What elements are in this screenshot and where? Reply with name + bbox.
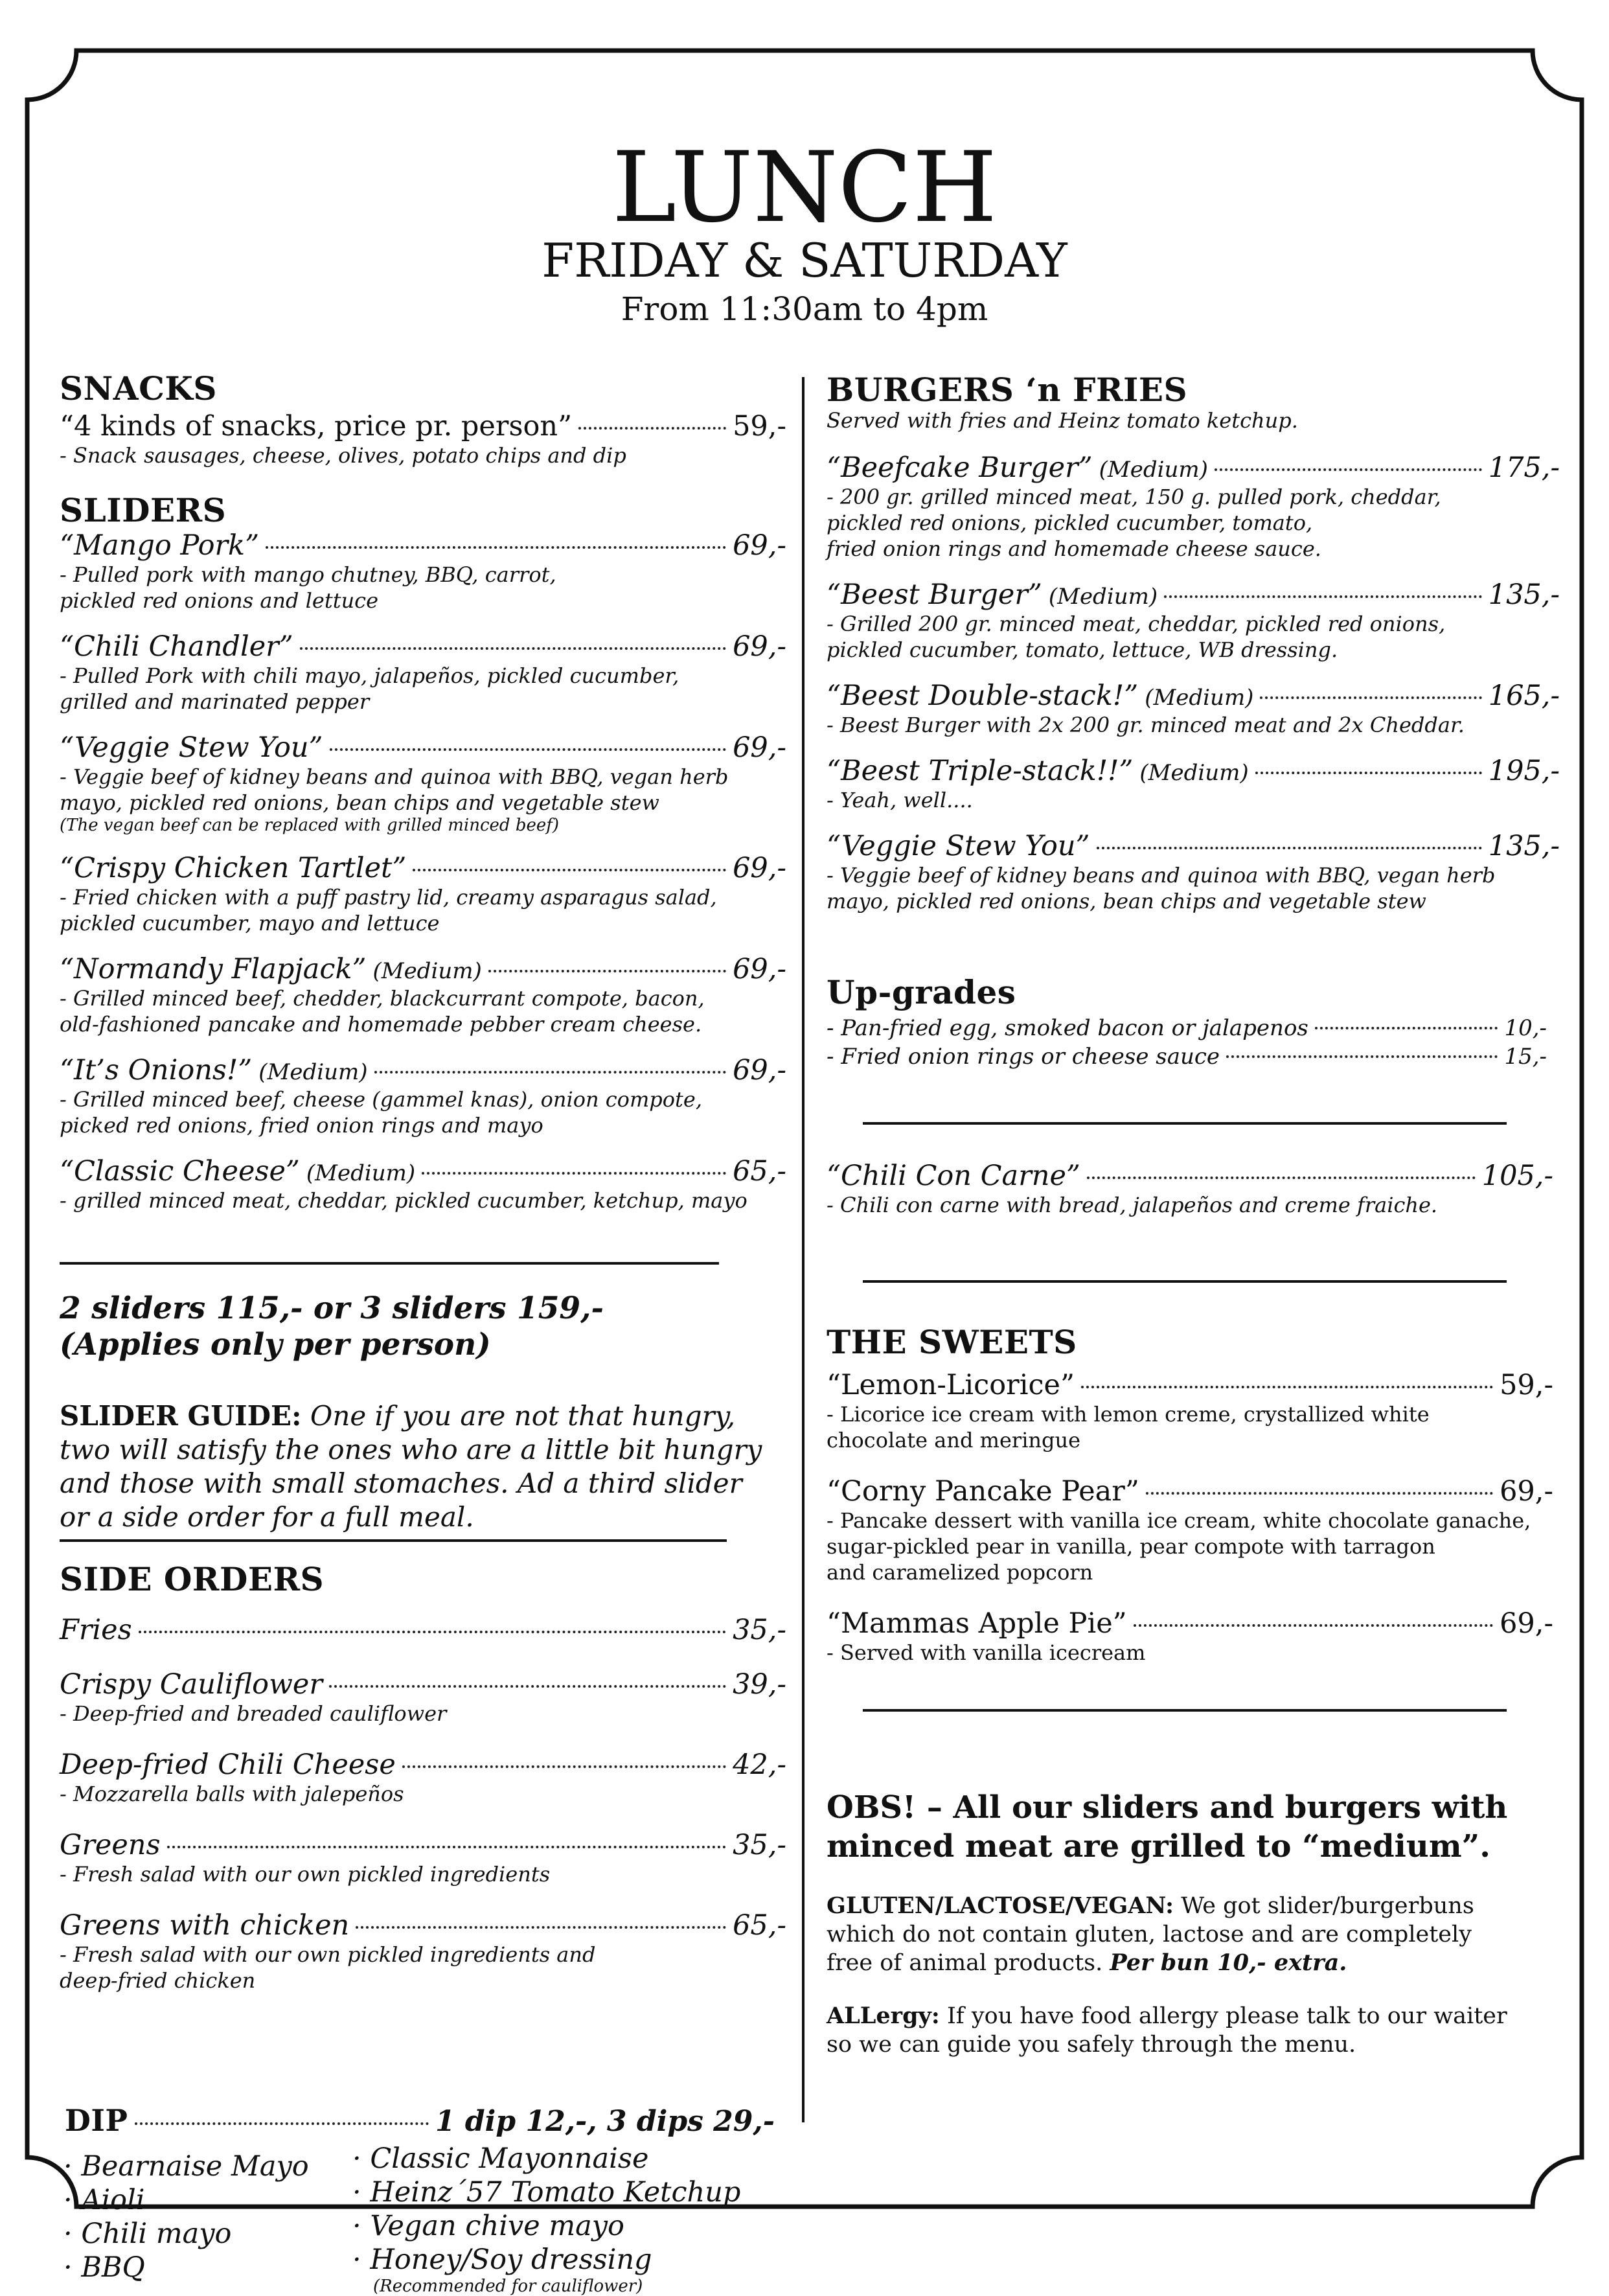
dot-leader (1087, 1177, 1476, 1179)
item-name: “Classic Cheese” (60, 1155, 300, 1188)
item-desc: mayo, pickled red onions, bean chips and vegetable stew (827, 889, 1426, 913)
side-orders-section (60, 1560, 786, 1993)
chili-section (827, 1160, 1553, 1218)
item-name: “Lemon-Licorice” (827, 1369, 1075, 1401)
item-desc: - 200 gr. grilled minced meat, 150 g. pulled pork, cheddar, (827, 485, 1441, 509)
divider-rule (863, 1122, 1507, 1125)
allergy-info (827, 2002, 1565, 2059)
item-price: 15,- (1504, 1044, 1547, 1070)
menu-subtitle: FRIDAY & SATURDAY (542, 233, 1067, 288)
menu-item (827, 1475, 1553, 1585)
item-desc: - Veggie beef of kidney beans and quinoa with BBQ, vegan herb (60, 764, 729, 789)
dot-leader (266, 546, 726, 549)
dot-leader (1146, 1492, 1493, 1495)
allergy-line: so we can guide you safely through the menu. (827, 2032, 1356, 2058)
item-name: Crispy Cauliflower (60, 1668, 323, 1701)
item-name: “Veggie Stew You” (827, 830, 1090, 862)
item-name: “Veggie Stew You” (60, 731, 323, 764)
dot-leader (1260, 696, 1481, 699)
menu-item (60, 630, 786, 715)
column-divider (802, 377, 804, 2122)
dot-leader (1255, 772, 1482, 774)
upgrades-section (827, 973, 1547, 1070)
item-name: “Mammas Apple Pie” (827, 1607, 1127, 1640)
item-price: 42,- (733, 1749, 786, 1781)
item-desc: - Licorice ice cream with lemon creme, crystallized white (827, 1402, 1430, 1427)
item-price: 135,- (1488, 579, 1560, 611)
gluten-line: We got slider/burgerbuns (1181, 1893, 1474, 1919)
burgers-section (827, 371, 1560, 914)
item-desc: picked red onions, fried onion rings and mayo (60, 1113, 543, 1138)
gluten-line: which do not contain gluten, lactose and are completely (827, 1922, 1472, 1947)
dip-option: · Chili mayo (63, 2218, 232, 2250)
item-price: 69,- (733, 1054, 786, 1086)
item-desc: and caramelized popcorn (827, 1560, 1093, 1585)
dip-price: 1 dip 12,-, 3 dips 29,- (435, 2105, 775, 2138)
menu-item (827, 1607, 1553, 1666)
dip-note: (Recommended for cauliflower) (373, 2277, 643, 2296)
item-desc: - Fresh salad with our own pickled ingredients and (60, 1942, 596, 1967)
item-desc: - Fried chicken with a puff pastry lid, creamy asparagus salad, (60, 885, 717, 910)
sweets-heading: THE SWEETS (827, 1323, 1077, 1361)
item-desc: - Veggie beef of kidney beans and quinoa with BBQ, vegan herb (827, 863, 1496, 888)
item-name: Greens with chicken (60, 1909, 350, 1942)
dip-option: · Honey/Soy dressing (352, 2244, 652, 2276)
menu-item (827, 1044, 1547, 1070)
item-desc: - Pulled Pork with chili mayo, jalapeños, pickled cucumber, (60, 663, 679, 688)
menu-item (60, 529, 786, 614)
snacks-heading: SNACKS (60, 369, 217, 408)
item-price: 35,- (733, 1829, 786, 1861)
menu-item (827, 452, 1560, 562)
dot-leader (578, 427, 726, 430)
item-name: “Chili Con Carne” (827, 1160, 1080, 1192)
dot-leader (135, 2122, 429, 2125)
item-name: “Chili Chandler” (60, 630, 293, 663)
dot-leader (1315, 1027, 1498, 1029)
item-name: “Beest Triple-stack!!” (827, 755, 1134, 787)
item-price: 69,- (733, 630, 786, 663)
guide-line: two will satisfy the ones who are a little bit hungry (60, 1434, 762, 1465)
dot-leader (167, 1846, 727, 1848)
item-desc: pickled red onions and lettuce (60, 588, 379, 613)
dip-list-1 (63, 2150, 309, 2284)
item-desc: pickled cucumber, tomato, lettuce, WB dressing. (827, 637, 1338, 662)
dip-option: · Heinz´57 Tomato Ketchup (352, 2176, 741, 2209)
item-desc: - Mozzarella balls with jalepeños (60, 1782, 404, 1806)
obs-line: OBS! – All our sliders and burgers with (827, 1789, 1508, 1826)
dot-leader (329, 1685, 726, 1688)
menu-item (60, 1614, 786, 1646)
item-name: “Crispy Chicken Tartlet” (60, 852, 407, 884)
item-doneness: (Medium) (258, 1059, 368, 1085)
sliders-heading: SLIDERS (60, 491, 227, 529)
menu-item (827, 579, 1560, 663)
divider-rule (863, 1280, 1507, 1283)
dot-leader (422, 1172, 726, 1175)
dip-heading: DIP (65, 2103, 128, 2138)
item-desc: - Pulled pork with mango chutney, BBQ, carrot, (60, 562, 556, 587)
item-price: 165,- (1488, 680, 1560, 712)
item-desc: pickled cucumber, mayo and lettuce (60, 911, 440, 936)
dip-option: · BBQ (63, 2251, 145, 2284)
divider-rule (60, 1539, 727, 1542)
menu-item (60, 1749, 786, 1807)
guide-label: SLIDER GUIDE: (60, 1400, 302, 1432)
divider-rule (863, 1709, 1507, 1712)
dip-section (65, 2103, 775, 2138)
item-doneness: (Medium) (1139, 760, 1249, 786)
item-price: 69,- (733, 852, 786, 884)
item-price: 59,- (1500, 1369, 1553, 1401)
item-desc: - Pancake dessert with vanilla ice cream, white chocolate ganache, (827, 1508, 1531, 1533)
item-name: - Pan-fried egg, smoked bacon or jalapenos (827, 1015, 1308, 1041)
item-name: Fries (60, 1614, 132, 1646)
item-desc: mayo, pickled red onions, bean chips and vegetable stew (60, 790, 659, 815)
item-note: (The vegan beef can be replaced with grilled minced beef) (60, 816, 560, 835)
item-price: 39,- (733, 1668, 786, 1701)
item-price: 105,- (1481, 1160, 1553, 1192)
dot-leader (356, 1926, 726, 1929)
item-name: “It’s Onions!” (60, 1054, 253, 1086)
item-desc: - Grilled 200 gr. minced meat, cheddar, pickled red onions, (827, 612, 1446, 636)
item-desc: fried onion rings and homemade cheese sauce. (827, 536, 1321, 561)
item-name: “4 kinds of snacks, price pr. person” (60, 410, 573, 442)
burgers-subheading: Served with fries and Heinz tomato ketchup. (827, 408, 1298, 433)
menu-item (60, 1155, 786, 1213)
guide-line: and those with small stomaches. Ad a third slider (60, 1467, 742, 1499)
dip-option: · Vegan chive mayo (352, 2210, 624, 2242)
item-doneness: (Medium) (1048, 584, 1158, 610)
menu-item (827, 1015, 1547, 1041)
gluten-info (827, 1892, 1565, 1977)
item-desc: chocolate and meringue (827, 1428, 1081, 1452)
menu-item (60, 953, 786, 1037)
dot-leader (1097, 847, 1482, 849)
dot-leader (1164, 595, 1482, 598)
item-name: “Beefcake Burger” (827, 452, 1093, 484)
divider-rule (60, 1262, 719, 1265)
dip-list-2 (352, 2142, 740, 2296)
item-name: - Fried onion rings or cheese sauce (827, 1044, 1220, 1070)
item-desc: - Served with vanilla icecream (827, 1640, 1146, 1665)
item-name: Greens (60, 1829, 161, 1861)
dot-leader (139, 1631, 726, 1633)
item-desc: - Snack sausages, cheese, olives, potato chips and dip (60, 443, 626, 468)
item-name: “Corny Pancake Pear” (827, 1475, 1139, 1508)
item-price: 69,- (733, 529, 786, 562)
deal-condition: (Applies only per person) (60, 1327, 491, 1362)
snacks-section (60, 369, 786, 468)
item-name: “Beest Double-stack!” (827, 680, 1139, 712)
item-name: Deep-fried Chili Cheese (60, 1749, 396, 1781)
side-orders-heading: SIDE ORDERS (60, 1560, 325, 1598)
item-price: 69,- (733, 731, 786, 764)
item-price: 175,- (1488, 452, 1560, 484)
item-desc: - Grilled minced beef, cheese (gammel knas), onion compote, (60, 1087, 702, 1112)
dot-leader (402, 1765, 726, 1768)
item-desc: grilled and marinated pepper (60, 689, 370, 714)
item-price: 69,- (733, 953, 786, 985)
burgers-heading: BURGERS ‘n FRIES (827, 371, 1188, 409)
menu-item (60, 731, 786, 835)
item-desc: - Beest Burger with 2x 200 gr. minced meat and 2x Cheddar. (827, 713, 1465, 737)
snack-item (60, 410, 786, 442)
allergy-line: If you have food allergy please talk to our waiter (946, 2003, 1507, 2029)
menu-item (827, 680, 1560, 738)
gluten-line: free of animal products. (827, 1950, 1103, 1976)
allergy-label: ALLergy: (827, 2003, 940, 2029)
item-price: 195,- (1488, 755, 1560, 787)
item-price: 10,- (1504, 1015, 1547, 1041)
menu-item (827, 830, 1560, 914)
obs-notice (827, 1788, 1565, 1866)
menu-item (60, 1909, 786, 1993)
menu-item (827, 755, 1560, 813)
item-price: 35,- (733, 1614, 786, 1646)
item-desc: - Grilled minced beef, chedder, blackcurrant compote, bacon, (60, 986, 705, 1011)
dip-option: · Bearnaise Mayo (63, 2150, 309, 2183)
item-desc: - grilled minced meat, cheddar, pickled cucumber, ketchup, mayo (60, 1188, 747, 1213)
item-desc: - Chili con carne with bread, jalapeños and creme fraiche. (827, 1193, 1438, 1217)
upgrades-heading: Up-grades (827, 973, 1016, 1011)
slider-deal (60, 1291, 798, 1363)
obs-line: minced meat are grilled to “medium”. (827, 1828, 1490, 1865)
menu-item (60, 1829, 786, 1887)
item-doneness: (Medium) (1099, 457, 1208, 483)
item-name: “Normandy Flapjack” (60, 953, 367, 985)
dot-leader (1226, 1055, 1498, 1058)
dip-option: · Classic Mayonnaise (352, 2142, 649, 2175)
sliders-section (60, 491, 786, 1213)
deal-line: 2 sliders 115,- or 3 sliders 159,- (60, 1291, 604, 1326)
item-desc: sugar-pickled pear in vanilla, pear compote with tarragon (827, 1534, 1435, 1559)
item-price: 65,- (733, 1909, 786, 1942)
menu-item (60, 1668, 786, 1727)
item-name: “Mango Pork” (60, 529, 260, 562)
sweets-section (827, 1323, 1553, 1666)
opening-hours: From 11:30am to 4pm (621, 290, 988, 328)
dot-leader (330, 748, 727, 751)
dot-leader (1134, 1624, 1493, 1627)
item-doneness: (Medium) (1145, 685, 1254, 711)
item-desc: - Fresh salad with our own pickled ingredients (60, 1862, 551, 1887)
item-desc: old-fashioned pancake and homemade pebber cream cheese. (60, 1012, 702, 1037)
dot-leader (413, 869, 726, 871)
dip-option: · Aioli (63, 2184, 145, 2216)
dot-leader (1081, 1386, 1493, 1388)
item-desc: pickled red onions, pickled cucumber, tomato, (827, 511, 1313, 535)
slider-guide (60, 1399, 798, 1534)
guide-line: One if you are not that hungry, (310, 1400, 736, 1432)
guide-line: or a side order for a full meal. (60, 1501, 474, 1533)
menu-title: LUNCH (611, 132, 998, 244)
menu-item (827, 1369, 1553, 1453)
item-desc: - Deep-fried and breaded cauliflower (60, 1701, 447, 1726)
item-price: 135,- (1488, 830, 1560, 862)
item-desc: - Yeah, well.... (827, 788, 973, 812)
bun-surcharge: Per bun 10,- extra. (1110, 1949, 1347, 1976)
item-doneness: (Medium) (372, 958, 482, 984)
item-price: 65,- (733, 1155, 786, 1188)
item-desc: deep-fried chicken (60, 1968, 256, 1993)
dot-leader (488, 970, 726, 972)
item-price: 69,- (1500, 1607, 1553, 1640)
item-price: 59,- (733, 410, 786, 442)
menu-item (60, 852, 786, 936)
dot-leader (300, 647, 726, 650)
dot-leader (374, 1071, 727, 1073)
dot-leader (1215, 468, 1482, 471)
item-price: 69,- (1500, 1475, 1553, 1508)
item-name: “Beest Burger” (827, 579, 1042, 611)
gluten-label: GLUTEN/LACTOSE/VEGAN: (827, 1892, 1174, 1919)
item-doneness: (Medium) (306, 1160, 416, 1186)
menu-item (60, 1054, 786, 1138)
